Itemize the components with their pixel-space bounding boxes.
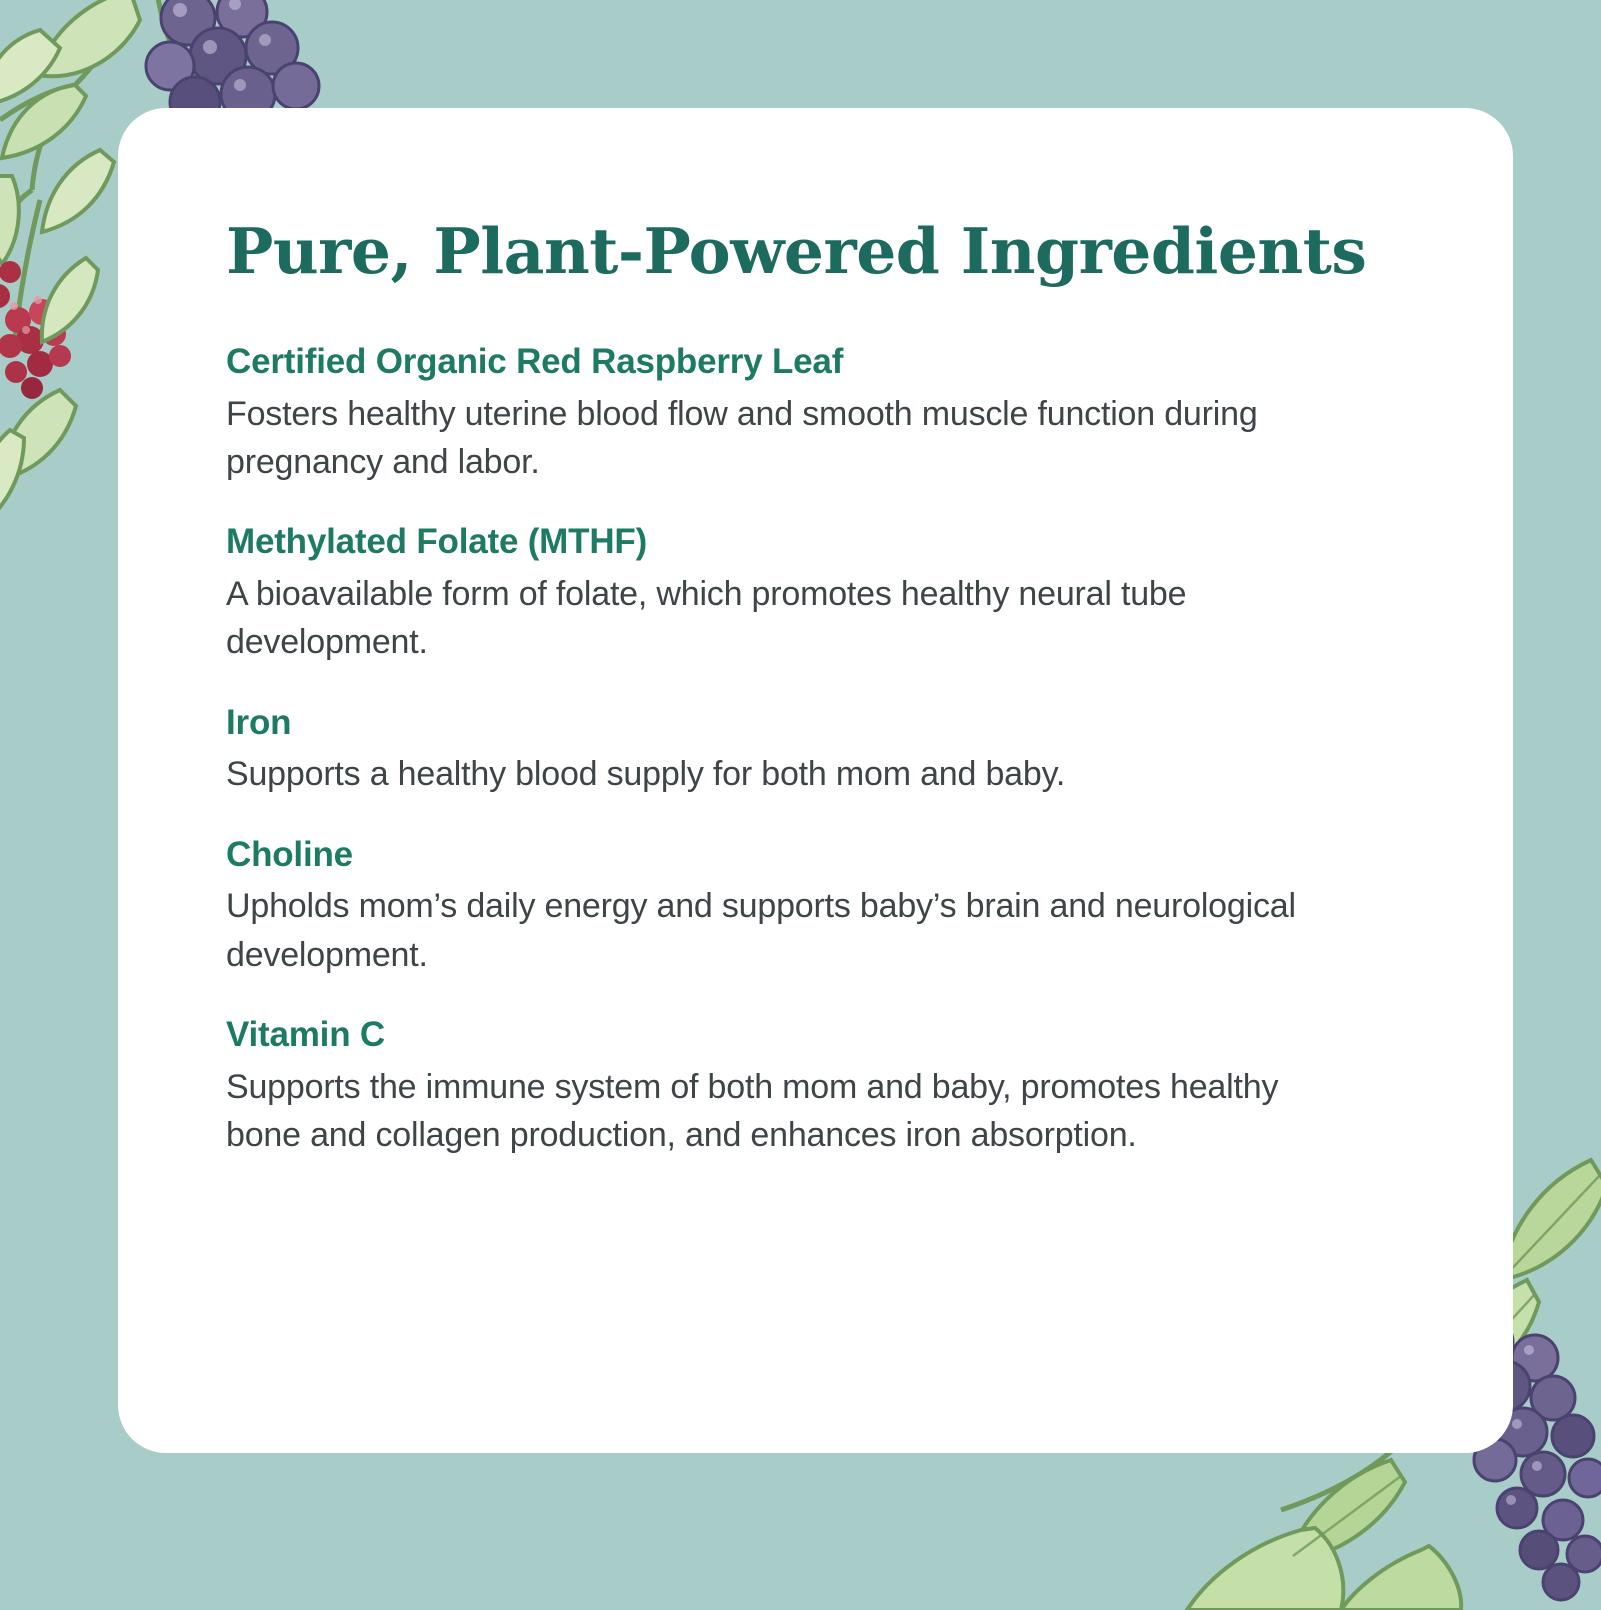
ingredient-description: Upholds mom’s daily energy and supports baby’s brain and neurological development. [226,887,1296,974]
ingredient-description: Supports a healthy blood supply for both mom and baby. [226,755,1066,794]
ingredient-name: Choline [226,834,353,874]
ingredient-name: Methylated Folate (MTHF) [226,522,648,562]
ingredient-item [226,1013,1413,1159]
ingredient-item [226,340,1413,486]
ingredient-item [226,520,1413,666]
ingredients-card [118,108,1513,1453]
ingredient-description: Fosters healthy uterine blood flow and smooth muscle function during pregnancy and labor. [226,394,1258,482]
ingredient-name: Iron [226,702,292,742]
ingredient-name: Vitamin C [226,1015,385,1054]
ingredient-item [226,833,1413,979]
ingredient-description: Supports the immune system of both mom and baby, promotes healthy bone and collagen production, and enhances iron absorption. [226,1067,1279,1155]
ingredient-name: Certified Organic Red Raspberry Leaf [226,342,844,382]
page-title: Pure, Plant-Powered Ingredients [226,214,1367,288]
ingredient-description: A bioavailable form of folate, which promotes healthy neural tube development. [226,575,1187,662]
ingredient-item [226,701,1413,799]
